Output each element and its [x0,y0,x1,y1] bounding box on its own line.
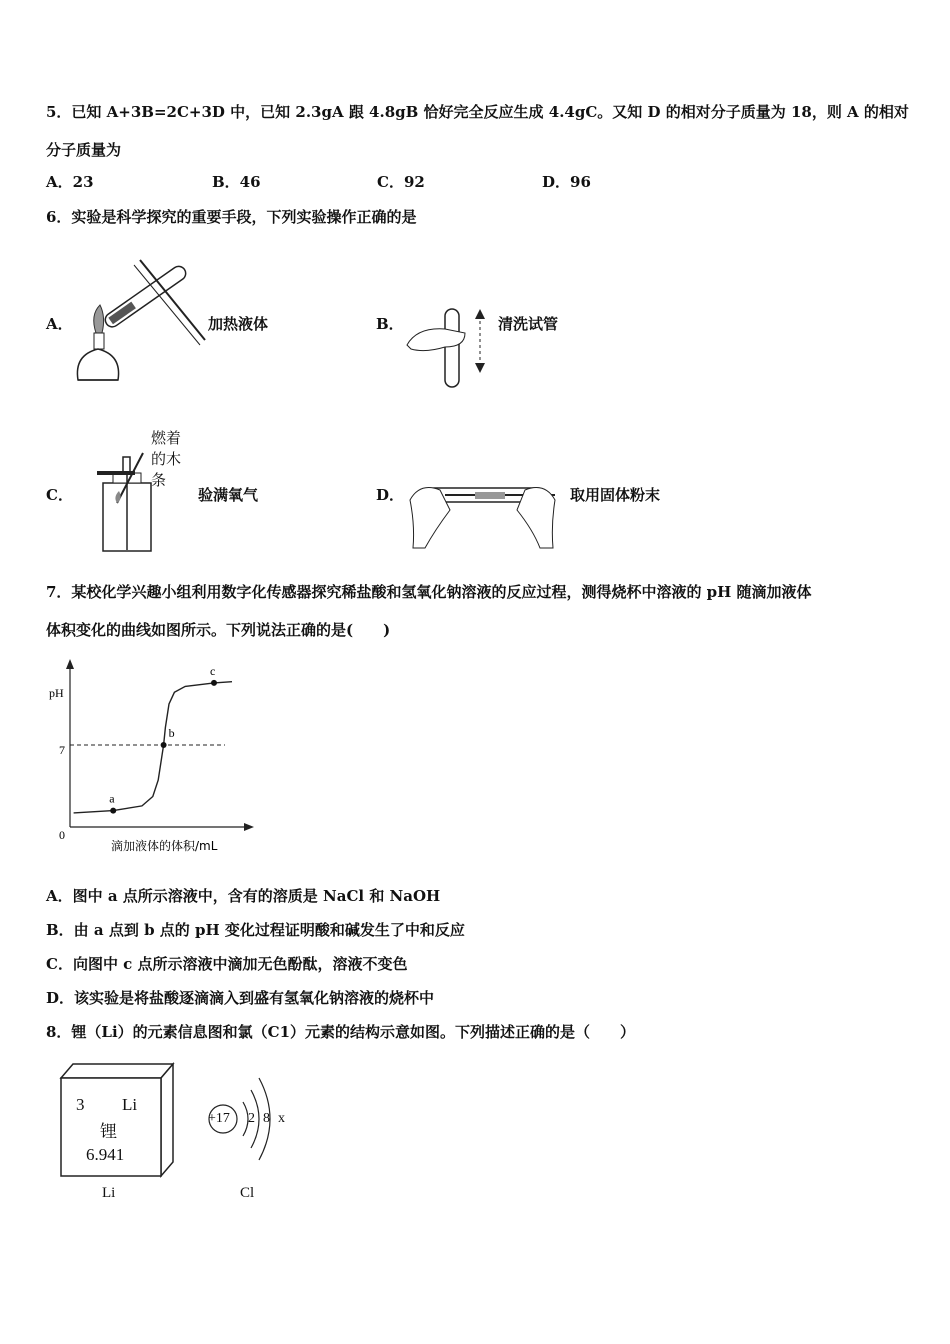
point-c [211,680,217,686]
q5-option-d: D．96 [542,173,591,191]
q7-option-c: C．向图中 c 点所示溶液中滴加无色酚酞，溶液不变色 [46,955,408,973]
point-label-c: c [210,663,216,678]
point-b [161,742,167,748]
y-axis-label: pH [49,686,64,700]
ph-curve [74,682,232,813]
x-axis-label: 滴加液体的体积/mL [111,839,218,853]
q7-option-d: D．该实验是将盐酸逐滴滴入到盛有氢氧化钠溶液的烧杯中 [46,989,435,1007]
q6-option-a-letter: A． [46,315,73,333]
y-tick-0: 0 [59,828,65,842]
point-a [110,808,116,814]
q7-option-a: A．图中 a 点所示溶液中，含有的溶质是 NaCl 和 NaOH [46,887,441,905]
cl-caption: Cl [240,1185,255,1201]
ph-curve-chart [45,655,265,860]
splint-label-2: 的木 [151,450,182,468]
cl-shell-2: 8 [263,1111,270,1126]
q5-option-b: B．46 [212,173,261,191]
q7-stem-line1: 7．某校化学兴趣小组利用数字化传感器探究稀盐酸和氢氧化钠溶液的反应过程，测得烧杯中溶液的 pH 随滴加液体 [46,583,812,601]
li-caption: Li [102,1185,116,1201]
q6-option-a-text: 加热液体 [208,315,269,333]
splint-label [151,428,181,491]
splint-label-3: 条 [151,471,167,489]
li-atomic-number: 3 [76,1095,85,1114]
q6-option-c-text: 验满氧气 [198,486,259,504]
washing-tube-figure [405,305,500,395]
q8-stem: 8．锂（Li）的元素信息图和氯（C1）元素的结构示意如图。下列描述正确的是（ ） [46,1023,636,1041]
powder-taking-figure [405,470,565,550]
li-symbol: Li [122,1095,138,1114]
y-tick-7: 7 [59,743,65,757]
q6-stem: 6．实验是科学探究的重要手段，下列实验操作正确的是 [46,208,417,226]
li-name: 锂 [100,1122,117,1142]
cl-shell-1: 2 [248,1111,255,1126]
x-axis-arrow [244,823,254,831]
q5-stem-line1: 5．已知 A+3B=2C+3D 中，已知 2.3gA 跟 4.8gB 恰好完全反应生成 4.4gC。又知 D 的相对分子质量为 18，则 A 的相对 [46,103,909,121]
y-axis-arrow [66,659,74,669]
cl-nucleus: +17 [208,1111,230,1126]
q6-option-b-letter: B． [376,315,404,333]
heating-liquid-figure [70,245,210,390]
q7-option-b: B．由 a 点到 b 点的 pH 变化过程证明酸和碱发生了中和反应 [46,921,465,939]
point-label-a: a [109,791,115,806]
q7-stem-line2: 体积变化的曲线如图所示。下列说法正确的是( ) [46,621,391,639]
cl-shell-3: x [278,1111,285,1126]
q5-option-c: C．92 [377,173,425,191]
splint-label-1: 燃着 [151,429,182,447]
q6-option-d-text: 取用固体粉末 [570,486,661,504]
li-atomic-mass: 6.941 [86,1145,125,1164]
q5-stem-line2: 分子质量为 [46,141,122,159]
q5-option-a: A．23 [46,173,94,191]
point-label-b: b [168,726,175,740]
q6-option-d-letter: D． [376,486,405,504]
q6-option-c-letter: C． [46,486,73,504]
q6-option-b-text: 清洗试管 [498,315,559,333]
